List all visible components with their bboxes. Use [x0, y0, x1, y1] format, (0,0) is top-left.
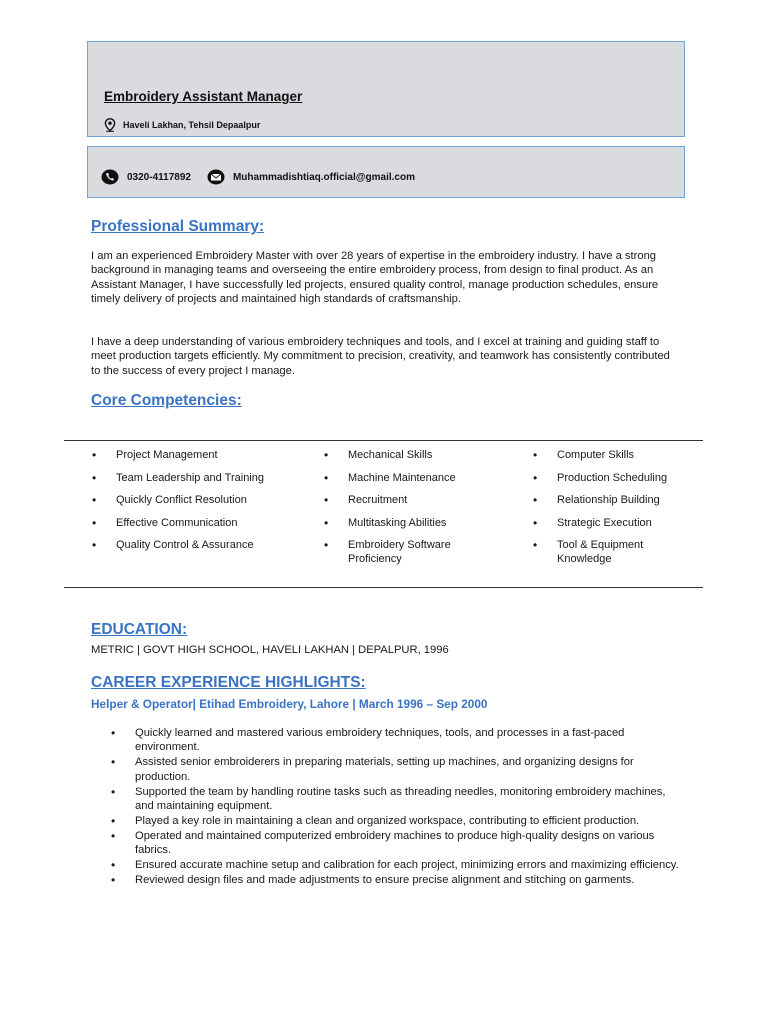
education-heading: EDUCATION:	[91, 621, 188, 638]
summary-paragraph-2: I have a deep understanding of various embroidery techniques and tools, and I excel at training and guiding staff to meet production targets efficiently. My commitment to precision, creativity, and teamwork has consistently contributed to the success of every project I manage.	[91, 336, 670, 377]
career-heading: CAREER EXPERIENCE HIGHLIGHTS:	[91, 674, 366, 691]
list-item: • Supported the team by handling routine tasks such as threading needles, monitoring embroidery machines, and maintaining equipment.	[111, 785, 681, 814]
competency-column-3	[533, 448, 703, 575]
competency-item: • Machine Maintenance	[324, 471, 524, 485]
phone-icon	[101, 169, 119, 185]
list-item: • Ensured accurate machine setup and calibration for each project, minimizing errors and maximizing efficiency.	[111, 858, 681, 872]
competency-item: • Strategic Execution	[533, 516, 703, 530]
map-pin-icon	[104, 118, 116, 132]
job-entry: Helper & Operator| Etihad Embroidery, Lahore | March 1996 – Sep 2000	[91, 697, 488, 711]
competency-item: • Relationship Building	[533, 493, 703, 507]
competency-item: • Computer Skills	[533, 448, 703, 462]
competency-column-2	[324, 448, 524, 575]
list-item: • Reviewed design files and made adjustments to ensure precise alignment and stitching on garments.	[111, 873, 681, 887]
phone-number[interactable]: 0320-4117892	[127, 171, 191, 183]
location	[104, 118, 260, 132]
competency-item: • Quickly Conflict Resolution	[92, 493, 312, 507]
envelope-icon	[207, 169, 225, 185]
competencies-heading: Core Competencies:	[91, 392, 242, 409]
competency-item: • Mechanical Skills	[324, 448, 524, 462]
competency-item: • Multitasking Abilities	[324, 516, 524, 530]
summary-heading: Professional Summary:	[91, 218, 265, 235]
competency-item: • Effective Communication	[92, 516, 312, 530]
contact-box	[87, 146, 685, 198]
experience-list	[111, 726, 681, 888]
education-entry: METRIC | GOVT HIGH SCHOOL, HAVELI LAKHAN | DEPALPUR, 1996	[91, 644, 449, 656]
competency-item: • Production Scheduling	[533, 471, 703, 485]
list-item: • Quickly learned and mastered various embroidery techniques, tools, and processes in a fast-paced environment.	[111, 726, 681, 755]
competency-item: • Tool & Equipment Knowledge	[533, 538, 677, 566]
header-box	[87, 41, 685, 137]
location-text: Haveli Lakhan, Tehsil Depaalpur	[123, 120, 261, 130]
summary-paragraph-1: I am an experienced Embroidery Master with over 28 years of expertise in the embroidery industry. I have a strong background in managing teams and overseeing the entire embroidery process, from design to final product. As an Assistant Manager, I have successfully led projects, ensured quality control, manage production schedules, ensure timely delivery of projects and maintained high standards of craftsmanship.	[91, 250, 659, 306]
competency-item: • Team Leadership and Training	[92, 471, 312, 485]
contact-row	[101, 169, 415, 185]
divider-top	[64, 440, 703, 441]
list-item: • Played a key role in maintaining a clean and organized workspace, contributing to efficient production.	[111, 814, 681, 828]
competency-item: • Quality Control & Assurance	[92, 538, 312, 552]
email-link[interactable]: Muhammadishtiaq.official@gmail.com	[232, 171, 415, 183]
list-item: • Assisted senior embroiderers in preparing materials, setting up machines, and organizing designs for production.	[111, 755, 681, 784]
job-title: Embroidery Assistant Manager	[104, 89, 303, 104]
competency-item: • Recruitment	[324, 493, 524, 507]
competency-item: • Embroidery Software Proficiency	[324, 538, 488, 566]
list-item: • Operated and maintained computerized embroidery machines to produce high-quality designs on various fabrics.	[111, 829, 681, 858]
competency-item: • Project Management	[92, 448, 312, 462]
divider-bottom	[64, 587, 703, 588]
competency-column-1	[92, 448, 312, 561]
